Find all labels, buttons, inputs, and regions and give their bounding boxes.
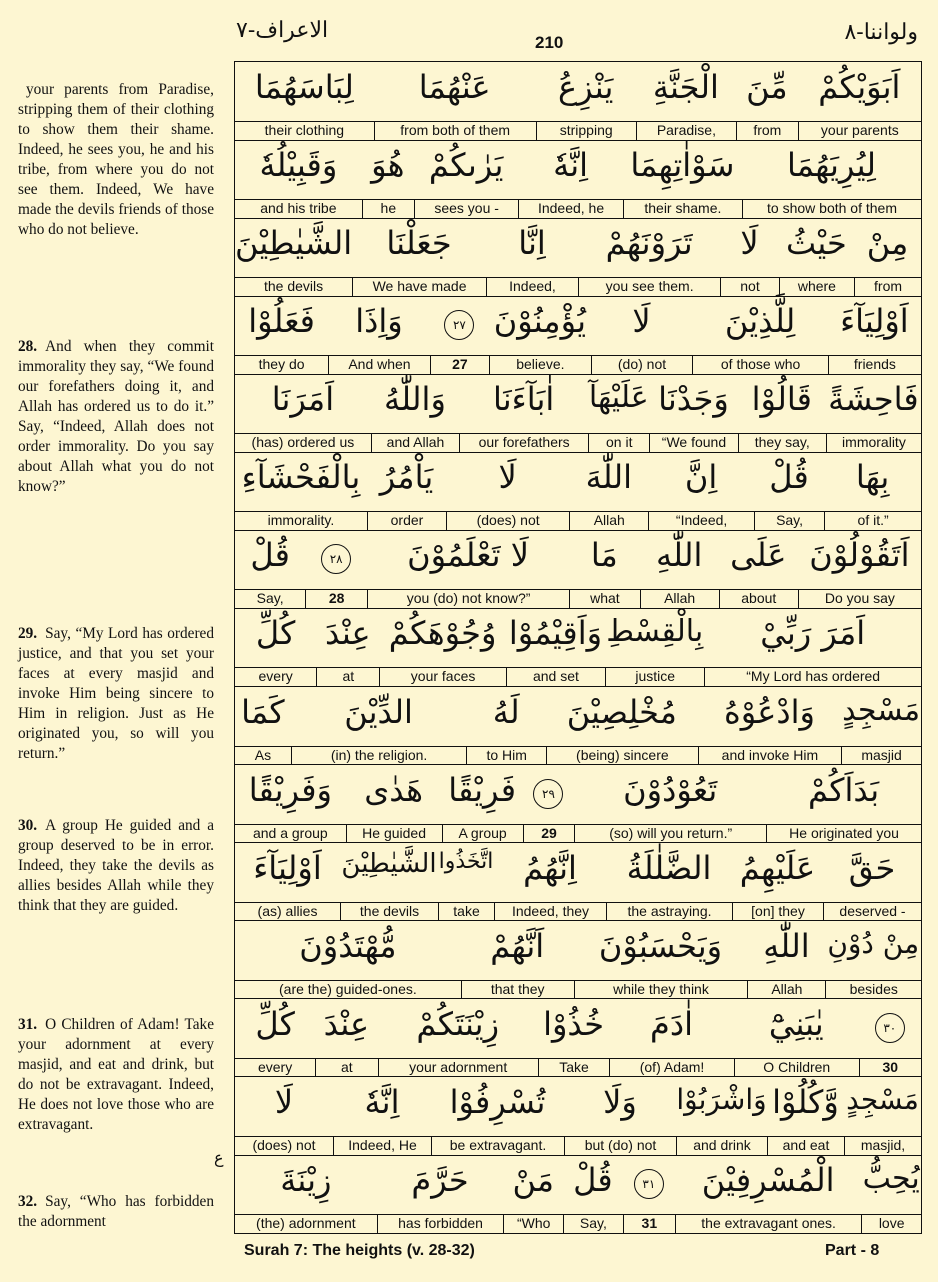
gloss-cell: justice xyxy=(605,667,704,686)
gloss-cell: He guided xyxy=(346,824,442,843)
gloss-cell: immorality. xyxy=(267,512,335,529)
arabic-word: قُلْ xyxy=(769,458,809,497)
verse-row xyxy=(235,1155,921,1233)
arabic-word: اِنَّهُمُ xyxy=(523,848,577,887)
gloss-cell: A group xyxy=(442,824,523,843)
gloss-cell: and set xyxy=(506,667,605,686)
gloss-cell: they say, xyxy=(738,433,826,452)
arabic-word: وَاشْرَبُوْا xyxy=(676,1082,767,1116)
translation-column xyxy=(0,0,222,1282)
arabic-word: اِنَّا xyxy=(518,224,546,263)
english-gloss-line xyxy=(235,511,921,530)
gloss-cell: every xyxy=(257,1058,293,1075)
gloss-cell: 28 xyxy=(305,589,367,608)
header-juz: ولواننا-۸ xyxy=(844,20,918,45)
arabic-word: وَاَقِيْمُوْا xyxy=(508,614,603,653)
arabic-word: يَاْمُرُ xyxy=(379,458,434,497)
paragraph-text: A group He guided and a group deserved to be in error. Indeed, they take the devils as allies besides Allah while they think that they are guided. xyxy=(18,817,214,914)
verse-row xyxy=(235,296,921,374)
arabic-word: وَادْعُوْهُ xyxy=(723,692,815,731)
gloss-cell: you see them. xyxy=(578,277,720,296)
gloss-cell: the devils xyxy=(340,902,438,921)
arabic-word: لَا xyxy=(274,1082,294,1121)
english-gloss-line xyxy=(235,1058,921,1077)
gloss-cell: every xyxy=(258,668,293,685)
arabic-word: مَسْجِدٍ xyxy=(842,692,921,728)
gloss-cell: (do) not xyxy=(591,355,693,374)
gloss-cell: sees you - xyxy=(414,199,518,218)
verse-row xyxy=(235,1077,921,1155)
gloss-cell: (does) not xyxy=(446,511,569,530)
gloss-cell: not xyxy=(720,277,779,296)
arabic-line xyxy=(235,296,921,356)
gloss-cell: at xyxy=(315,1058,377,1077)
arabic-word: عَنْهُمَا xyxy=(418,68,491,106)
paragraph-text: And when they commit immorality they say, “We found our forefathers doing it, and Allah has ordered us to do it.” Say, “Indeed, Allah does not order immorality. Do you say about Allah what you do not know?” xyxy=(18,338,214,495)
english-gloss-line xyxy=(235,355,921,374)
arabic-word: حَيْثُ xyxy=(785,224,847,263)
ayah-number-marker: ٣١ xyxy=(634,1169,664,1199)
gloss-cell: Indeed, he xyxy=(518,199,622,218)
arabic-word: مَا xyxy=(590,536,618,575)
arabic-word: اَمَرَنَا xyxy=(271,380,335,419)
gloss-cell: your adornment xyxy=(378,1058,538,1077)
gloss-cell: the extravagant ones. xyxy=(675,1214,861,1233)
arabic-word: وَّكُلُوْا xyxy=(772,1082,839,1121)
arabic-word: لِبَاسَهُمَا xyxy=(254,68,354,106)
arabic-word: وَجَدْنَا xyxy=(658,380,729,419)
arabic-line xyxy=(235,62,921,122)
arabic-word: اللّٰهَ xyxy=(585,458,632,497)
gloss-cell: Paradise, xyxy=(636,121,736,140)
arabic-word: تَعُوْدُوْنَ xyxy=(623,770,718,809)
gloss-cell: 30 xyxy=(859,1058,921,1077)
gloss-cell: at xyxy=(316,667,379,686)
arabic-word: لَا xyxy=(740,224,759,263)
paragraph-text: your parents from Paradise, stripping them of their clothing to show them their shame. Indeed, he sees you, he and his tribe, from where you do not see them. Indeed, We have made the devils friends of those who do not believe. xyxy=(18,81,214,238)
arabic-word: يَنْزِعُ xyxy=(558,68,614,106)
english-gloss-line xyxy=(235,433,921,452)
ayah-number-marker: ٣٠ xyxy=(875,1013,905,1043)
paragraph-text: Say, “Who has forbidden the adornment xyxy=(18,1193,214,1230)
gloss-cell: of those who xyxy=(692,355,828,374)
english-gloss-line xyxy=(235,980,921,999)
arabic-word: اَوْلِيَآءَ xyxy=(253,848,322,887)
arabic-word: يُحِبُّ xyxy=(862,1160,920,1196)
arabic-line xyxy=(235,140,921,200)
gloss-cell: to show both of them xyxy=(742,199,921,218)
english-gloss-line xyxy=(235,121,921,140)
arabic-word: خُذُوْا xyxy=(543,1004,604,1043)
arabic-word: الْجَنَّةِ xyxy=(652,68,719,106)
arabic-word: كَمَا xyxy=(241,692,285,731)
arabic-line xyxy=(235,608,921,668)
translation-paragraph xyxy=(18,80,214,240)
arabic-word: اَوْلِيَآءَ xyxy=(840,302,909,341)
verse-row xyxy=(235,999,921,1077)
arabic-word: حَقَّ xyxy=(848,848,896,887)
arabic-word: اِنَّهٗ xyxy=(364,1082,400,1121)
verse-row xyxy=(235,765,921,843)
gloss-cell: that they xyxy=(461,980,574,999)
verse-row xyxy=(235,62,921,140)
gloss-cell: and a group xyxy=(252,824,328,841)
verse-row xyxy=(235,921,921,999)
ayah-number-marker: ٢٨ xyxy=(321,544,351,574)
english-gloss-line xyxy=(235,667,921,686)
ayah-number-marker: ٢٧ xyxy=(444,310,474,340)
arabic-word: بَدَاَكُمْ xyxy=(807,770,880,809)
arabic-line xyxy=(235,999,921,1059)
arabic-word: اللّٰهِ xyxy=(763,926,810,965)
gloss-cell: O Children xyxy=(734,1058,859,1077)
arabic-word: حَرَّمَ xyxy=(411,1160,469,1199)
arabic-word: قُلْ xyxy=(250,536,290,575)
gloss-cell: from xyxy=(854,277,921,296)
gloss-cell: while they think xyxy=(574,980,748,999)
arabic-word: اَبَوَيْكُمْ xyxy=(818,68,901,106)
gloss-cell: and his tribe xyxy=(260,200,337,217)
arabic-word: اَمَرَ رَبِّيْ xyxy=(760,614,866,653)
arabic-word: قُلْ xyxy=(573,1160,613,1199)
gloss-cell: (does) not xyxy=(252,1136,316,1153)
english-gloss-line xyxy=(235,1136,921,1155)
arabic-word: عَلَى xyxy=(730,536,787,575)
gloss-cell: but (do) not xyxy=(564,1136,676,1155)
english-gloss-line xyxy=(235,589,921,608)
verse-row xyxy=(235,687,921,765)
arabic-word: مَنْ xyxy=(512,1160,554,1199)
ayah-number-marker: ٢٩ xyxy=(533,779,563,809)
gloss-cell: their clothing xyxy=(264,122,345,138)
gloss-cell: on it xyxy=(588,433,649,452)
gloss-cell: As xyxy=(254,746,272,763)
english-gloss-line xyxy=(235,902,921,921)
gloss-cell: Indeed, He xyxy=(333,1136,431,1155)
gloss-cell: masjid, xyxy=(844,1136,921,1155)
word-by-word-grid xyxy=(234,61,922,1234)
arabic-word: الضَّلٰلَةُ xyxy=(626,848,712,887)
gloss-cell: to Him xyxy=(466,746,546,765)
arabic-word: قَالُوْا xyxy=(751,380,812,419)
gloss-cell: Do you say xyxy=(798,589,921,608)
arabic-line xyxy=(235,1155,921,1215)
english-gloss-line xyxy=(235,746,921,765)
arabic-word: اِنَّهٗ xyxy=(553,146,589,185)
verse-number: 30. xyxy=(18,817,38,834)
gloss-cell: 31 xyxy=(623,1214,675,1233)
gloss-cell: (being) sincere xyxy=(546,746,698,765)
translation-paragraph xyxy=(18,816,214,916)
gloss-cell: what xyxy=(569,589,639,608)
gloss-cell: and Allah xyxy=(371,433,459,452)
header-surah: الاعراف-۷ xyxy=(236,18,329,43)
arabic-line xyxy=(235,530,921,590)
gloss-cell: take xyxy=(438,902,494,921)
gloss-cell: Indeed, they xyxy=(494,902,606,921)
gloss-cell: your faces xyxy=(379,667,505,686)
gloss-cell: immorality xyxy=(826,433,921,452)
gloss-cell: deserved - xyxy=(823,902,921,921)
gloss-cell: the devils xyxy=(263,278,324,295)
gloss-cell: 29 xyxy=(523,824,575,843)
gloss-cell: he xyxy=(362,199,414,218)
gloss-cell: of it.” xyxy=(824,511,921,530)
gloss-cell: friends xyxy=(828,355,921,374)
arabic-line xyxy=(235,843,921,903)
arabic-word: الْمُسْرِفِيْنَ xyxy=(701,1160,835,1199)
arabic-word: الشَّيٰطِيْنَ xyxy=(235,224,353,263)
arabic-line xyxy=(235,687,921,747)
arabic-word: سَوْاٰتِهِمَا xyxy=(630,146,735,185)
arabic-word: كُلِّ xyxy=(255,614,296,653)
page-number: 210 xyxy=(535,33,564,52)
arabic-word: عَلَيْهِمُ xyxy=(739,848,816,887)
gloss-cell: from xyxy=(736,121,798,140)
arabic-word: مِنْ دُوْنِ xyxy=(827,926,920,960)
gloss-cell: He originated you xyxy=(766,824,921,843)
gloss-cell: and invoke Him xyxy=(698,746,842,765)
gloss-cell: (of) Adam! xyxy=(609,1058,734,1077)
footer-part: Part - 8 xyxy=(825,1242,880,1259)
arabic-word: اتَّخَذُوا xyxy=(438,848,494,874)
gloss-cell: “Indeed, xyxy=(648,511,754,530)
gloss-cell: and drink xyxy=(676,1136,767,1155)
arabic-word: جَعَلْنَا xyxy=(386,224,452,263)
arabic-word: كُلِّ xyxy=(255,1004,295,1043)
gloss-cell: We have made xyxy=(352,277,486,296)
english-gloss-line xyxy=(235,199,921,218)
verse-row xyxy=(235,843,921,921)
gloss-cell: Allah xyxy=(640,589,719,608)
arabic-word: وُجُوْهَكُمْ xyxy=(388,614,497,653)
gloss-cell: besides xyxy=(825,980,921,999)
arabic-word: عِنْدَ xyxy=(325,614,371,653)
arabic-word: لِلَّذِيْنَ xyxy=(724,302,796,341)
gloss-cell: from both of them xyxy=(374,121,536,140)
gloss-cell: be extravagant. xyxy=(431,1136,564,1155)
translation-paragraph xyxy=(18,337,214,497)
gloss-cell: Say, xyxy=(754,511,824,530)
arabic-line xyxy=(235,1077,921,1137)
english-gloss-line xyxy=(235,824,921,843)
gloss-cell: 27 xyxy=(430,355,489,374)
verse-row xyxy=(235,608,921,686)
gloss-cell: And when xyxy=(328,355,430,374)
arabic-word: هَدٰى xyxy=(364,770,423,809)
arabic-word: اٰدَمَ xyxy=(650,1004,693,1043)
arabic-line xyxy=(235,921,921,981)
verse-number: 29. xyxy=(18,625,38,642)
arabic-word: لَا xyxy=(498,458,517,497)
arabic-word: وَيَحْسَبُوْنَ xyxy=(598,926,723,965)
arabic-word: وَقَبِيْلُهٗ xyxy=(259,146,338,185)
verse-number: 28. xyxy=(18,338,38,355)
arabic-word: هُوَ xyxy=(371,146,405,185)
arabic-word: اِنَّ xyxy=(684,458,718,497)
arabic-word: زِيْنَةَ xyxy=(280,1160,332,1199)
gloss-cell: “My Lord has ordered xyxy=(704,667,921,686)
arabic-word: عَلَيْهَآ xyxy=(588,380,649,416)
gloss-cell: (as) allies xyxy=(257,902,318,919)
arabic-word: وَلَا xyxy=(603,1082,637,1121)
arabic-word: يَرٰىكُمْ xyxy=(428,146,504,185)
verse-number: 32. xyxy=(18,1193,38,1210)
arabic-word: عِنْدَ xyxy=(323,1004,370,1043)
gloss-cell: [on] they xyxy=(732,902,823,921)
verse-row xyxy=(235,452,921,530)
footer-surah: Surah 7: The heights (v. 28-32) xyxy=(244,1242,475,1259)
english-gloss-line xyxy=(235,1214,921,1233)
translation-paragraph xyxy=(18,1192,214,1232)
arabic-word: اللّٰهِ xyxy=(655,536,703,575)
arabic-word: وَفَرِيْقًا xyxy=(248,770,332,809)
verse-row xyxy=(235,374,921,452)
gloss-cell: our forefathers xyxy=(459,433,588,452)
gloss-cell: (the) adornment xyxy=(256,1214,356,1231)
gloss-cell: Take xyxy=(538,1058,609,1077)
verse-row xyxy=(235,530,921,608)
arabic-word: مِنْ xyxy=(866,224,909,263)
arabic-word: لَا تَعْلَمُوْنَ xyxy=(407,536,529,575)
arabic-word: مُّهْتَدُوْنَ xyxy=(299,926,397,965)
gloss-cell: (has) ordered us xyxy=(251,434,355,451)
gloss-cell: “Who xyxy=(503,1214,563,1233)
arabic-word: وَاللّٰهُ xyxy=(384,380,446,419)
gloss-cell: stripping xyxy=(536,121,636,140)
arabic-line xyxy=(235,218,921,278)
arabic-word: فَعَلُوْا xyxy=(248,302,315,341)
arabic-word: الشَّيٰطِيْنَ xyxy=(341,848,437,879)
translation-paragraph xyxy=(18,1015,214,1135)
arabic-word: تُسْرِفُوْا xyxy=(449,1082,546,1121)
gloss-cell: about xyxy=(719,589,798,608)
arabic-word: بِالْفَحْشَآءِ xyxy=(241,458,361,497)
arabic-word: بِهَا xyxy=(855,458,890,497)
gloss-cell: masjid xyxy=(841,746,921,765)
gloss-cell: (in) the religion. xyxy=(291,746,466,765)
arabic-word: اٰبَآءَنَا xyxy=(493,380,555,419)
gloss-cell: your parents xyxy=(798,121,921,140)
gloss-cell: Allah xyxy=(569,511,648,530)
arabic-word: مِّنَ xyxy=(746,68,788,106)
arabic-word: زِيْنَتَكُمْ xyxy=(416,1004,500,1043)
arabic-word: تَرَوْنَهُمْ xyxy=(605,224,693,263)
arabic-word: الدِّيْنَ xyxy=(344,692,413,731)
gloss-cell: Say, xyxy=(563,1214,623,1233)
gloss-cell: Indeed, xyxy=(486,277,578,296)
gloss-cell: (so) will you return.” xyxy=(574,824,766,843)
arabic-line xyxy=(235,765,921,825)
gloss-cell: (are the) guided-ones. xyxy=(279,980,417,997)
arabic-word: بِالْقِسْطِ xyxy=(606,614,704,650)
arabic-line xyxy=(235,452,921,512)
gloss-cell: love xyxy=(861,1214,921,1233)
arabic-word: يٰبَنِيْٓ xyxy=(768,1004,824,1043)
translation-paragraph xyxy=(18,624,214,764)
gloss-cell: has forbidden xyxy=(377,1214,504,1233)
arabic-word: لَا xyxy=(632,302,651,341)
arabic-word: وَاِذَا xyxy=(355,302,403,341)
verse-number: 31. xyxy=(18,1016,38,1033)
arabic-word: يُؤْمِنُوْنَ xyxy=(493,302,586,341)
ruku-mark: ع xyxy=(214,1148,224,1167)
gloss-cell: and eat xyxy=(767,1136,844,1155)
arabic-word: مُخْلِصِيْنَ xyxy=(566,692,677,731)
gloss-cell: their shame. xyxy=(623,199,742,218)
verse-row xyxy=(235,140,921,218)
arabic-word: اَنَّهُمْ xyxy=(490,926,545,965)
gloss-cell: believe. xyxy=(489,355,591,374)
arabic-word: فَاحِشَةً xyxy=(828,380,919,419)
arabic-word: لَهُ xyxy=(492,692,520,731)
arabic-word: لِيُرِيَهُمَا xyxy=(787,146,876,185)
verse-row xyxy=(235,218,921,296)
gloss-cell: “We found xyxy=(649,433,737,452)
arabic-line xyxy=(235,374,921,434)
gloss-cell: the astraying. xyxy=(606,902,732,921)
paragraph-text: Say, “My Lord has ordered justice, and that you set your faces at every masjid and invoke Him being sincere to Him in religion. Just as He originated you, so will you return.” xyxy=(18,625,214,762)
gloss-cell: where xyxy=(779,277,854,296)
gloss-cell: they do xyxy=(258,356,305,373)
arabic-word: اَتَقُوْلُوْنَ xyxy=(809,536,910,575)
english-gloss-line xyxy=(235,277,921,296)
gloss-cell: you (do) not know?” xyxy=(367,589,569,608)
gloss-cell: Allah xyxy=(747,980,825,999)
arabic-word: مَسْجِدٍ xyxy=(846,1082,919,1116)
arabic-word: فَرِيْقًا xyxy=(448,770,516,809)
gloss-cell: Say, xyxy=(256,590,284,607)
gloss-cell: order xyxy=(367,511,446,530)
paragraph-text: O Children of Adam! Take your adornment at every masjid, and eat and drink, but do not be extravagant. Indeed, He does not love those who are extravagant. xyxy=(18,1016,214,1133)
